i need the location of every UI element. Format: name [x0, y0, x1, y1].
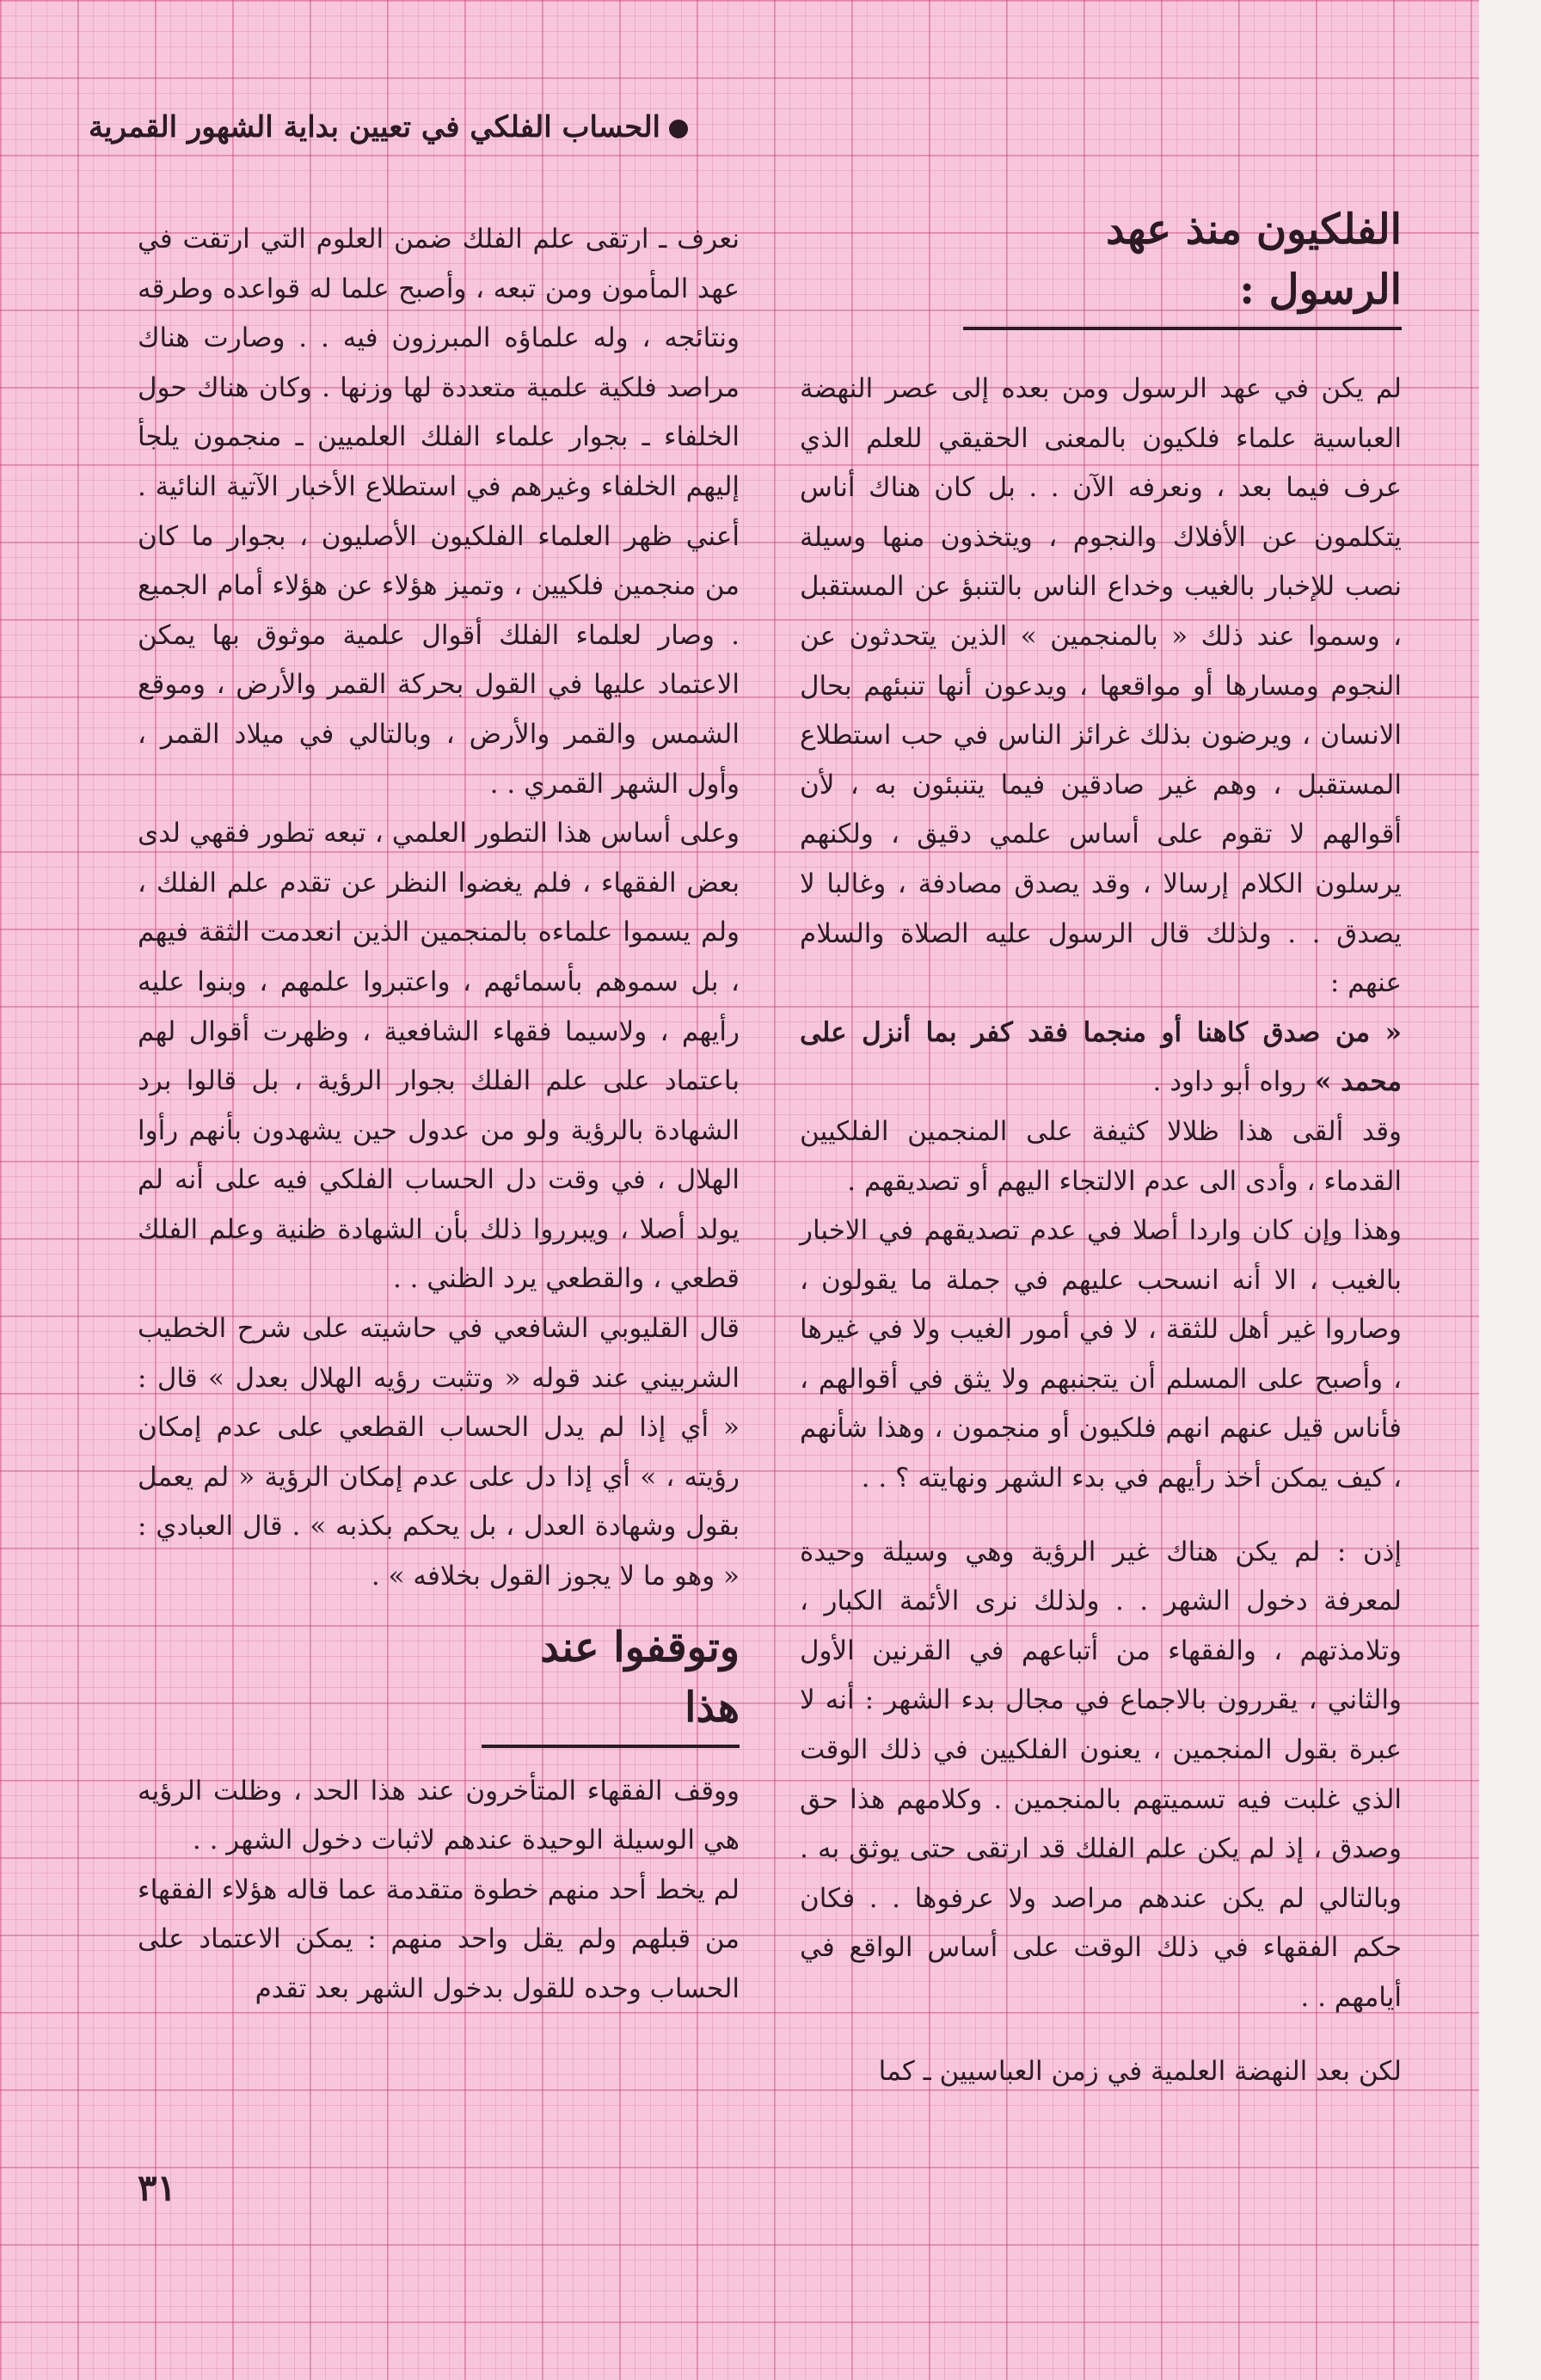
paragraph: [800, 1009, 1402, 1107]
bullet-icon: [669, 120, 688, 138]
paragraph: لكن بعد النهضة العلمية في زمن العباسيين ـ كما: [878, 2055, 1402, 2087]
paragraph: ووقف الفقهاء المتأخرون عند هذا الحد ، وظلت الرؤيه هي الوسيلة الوحيدة عندهم لاثبات دخول الشهر . .: [138, 1775, 740, 1856]
paragraph: وعلى أساس هذا التطور العلمي ، تبعه تطور فقهي لدى بعض الفقهاء ، فلم يغضوا النظر عن تقدم علم الفلك ، ولم يسموا علماءه بالمنجمين الذين انعدمت الثقة فيهم ، بل سموهم بأسمائهم ، واعتبروا علمهم ، وبنوا عليه رأيهم ، ولاسيما فقهاء الشافعية ، وظهرت أقوال لهم باعتماد على علم الفلك بجوار الرؤية ، بل قالوا برد الشهادة بالرؤية ولو من عدول حين يشهدون بأنهم رأوا الهلال ، في وقت دل الحساب الفلكي فيه على أنه لم يولد أصلا ، ويبرروا ذلك بأن الشهادة ظنية وعلم الفلك قطعي ، والقطعي يرد الظني . .: [138, 818, 740, 1295]
paragraph-gap: [800, 2023, 1402, 2047]
running-head-text: الحساب الفلكي في تعيين بداية الشهور القمرية: [88, 110, 660, 144]
paragraph: إذن : لم يكن هناك غير الرؤية وهي وسيلة وحيدة لمعرفة دخول الشهر . . ولذلك نرى الأئمة الكبار ، وتلامذتهم ، والفقهاء من أتباعهم في القرنين الأول والثاني ، يقررون بالاجماع في مجال بدء الشهر : أنه لا عبرة بقول المنجمين ، يعنون الفلكيين في ذلك الوقت الذي غلبت فيه تسميتهم بالمنجمين . وكلامهم هذا حق وصدق ، إذ لم يكن علم الفلك قد ارتقى حتى يوثق به . وبالتالي لم يكن عندهم مراصد ولا عرفوها . . فكان حكم الفقهاء في ذلك الوقت على أساس الواقع في أيامهم . .: [800, 1536, 1402, 2013]
left-column: [138, 215, 740, 2015]
page-edge: [1479, 0, 1541, 2380]
paragraph: نعرف ـ ارتقى علم الفلك ضمن العلوم التي ارتقت في عهد المأمون ومن تبعه ، وأصبح علما له قواعده وطرقه ونتائجه ، وله علماؤه المبرزون فيه . . وصارت هناك مراصد فلكية علمية متعددة لها وزنها . وكان هناك حول الخلفاء ـ بجوار علماء الفلك العلميين ـ منجمون يلجأ إليهم الخلفاء وغيرهم في استطلاع الأخبار الآتية النائية . أعني ظهر العلماء الفلكيون الأصليون ، بجوار ما كان من منجمين فلكيين ، وتميز هؤلاء عن هؤلاء أمام الجميع . وصار لعلماء الفلك أقوال علمية موثوق بها يمكن الاعتماد عليها في القول بحركة القمر والأرض ، وموقع الشمس والقمر والأرض ، وبالتالي في ميلاد القمر ، وأول الشهر القمري . .: [138, 224, 740, 800]
section-title: الفلكيون منذ عهد الرسول :: [963, 199, 1402, 330]
paragraph: وقد ألقى هذا ظلالا كثيفة على المنجمين الفلكيين القدماء ، وأدى الى عدم الالتجاء اليهم أو تصديقهم .: [800, 1115, 1402, 1197]
hadith-quote: « من صدق كاهنا أو منجما فقد كفر بما أنزل على محمد »: [800, 1016, 1402, 1098]
hadith-source: رواه أبو داود .: [1152, 1066, 1307, 1098]
paragraph-gap: [800, 1504, 1402, 1528]
paragraph: وهذا وإن كان واردا أصلا في عدم تصديقهم في الاخبار بالغيب ، الا أنه انسحب عليهم في جملة ما يقولون ، وصاروا غير أهل للثقة ، لا في أمور الغيب ولا في غيرها ، وأصبح على المسلم أن يتجنبهم ولا يثق في أقوالهم ، فأناس قيل عنهم انهم فلكيون أو منجمون ، وهذا شأنهم ، كيف يمكن أخذ رأيهم في بدء الشهر ونهايته ؟ . .: [800, 1215, 1402, 1494]
running-head: [88, 110, 688, 144]
page-number: ٣١: [138, 2167, 177, 2209]
right-column: [800, 199, 1402, 2096]
paragraph: قال القليوبي الشافعي في حاشيته على شرح الخطيب الشربيني عند قوله « وتثبت رؤيه الهلال بعدل » قال : « أي إذا لم يدل الحساب القطعي على عدم إمكان رؤيته ، » أي إذا دل على عدم إمكان الرؤية « لم يعمل بقول وشهادة العدل ، بل يحكم بكذبه » . قال العبادي : « وهو ما لا يجوز القول بخلافه » .: [138, 1313, 740, 1592]
section-title: وتوقفوا عند هذا: [482, 1617, 740, 1748]
paragraph: لم يخط أحد منهم خطوة متقدمة عما قاله هؤلاء الفقهاء من قبلهم ولم يقل واحد منهم : يمكن الاعتماد على الحساب وحده للقول بدخول الشهر بعد تقدم: [138, 1874, 740, 2004]
paragraph: لم يكن في عهد الرسول ومن بعده إلى عصر النهضة العباسية علماء فلكيون بالمعنى الحقيقي للعلم الذي عرف فيما بعد ، ونعرفه الآن . . بل كان هناك أناس يتكلمون عن الأفلاك والنجوم ، ويتخذون منها وسيلة نصب للإخبار بالغيب وخداع الناس بالتنبؤ عن المستقبل ، وسموا عند ذلك « بالمنجمين » الذين يتحدثون عن النجوم ومسارها أو مواقعها ، ويدعون أنها تنبئهم بحال الانسان ، ويرضون بذلك غرائز الناس في حب استطلاع المستقبل ، وهم غير صادقين فيما يتنبئون به ، لأن أقوالهم لا تقوم على أساس علمي دقيق ، ولكنهم يرسلون الكلام إرسالا ، وقد يصدق مصادفة ، وغالبا لا يصدق . . ولذلك قال الرسول عليه الصلاة والسلام عنهم :: [800, 373, 1402, 999]
